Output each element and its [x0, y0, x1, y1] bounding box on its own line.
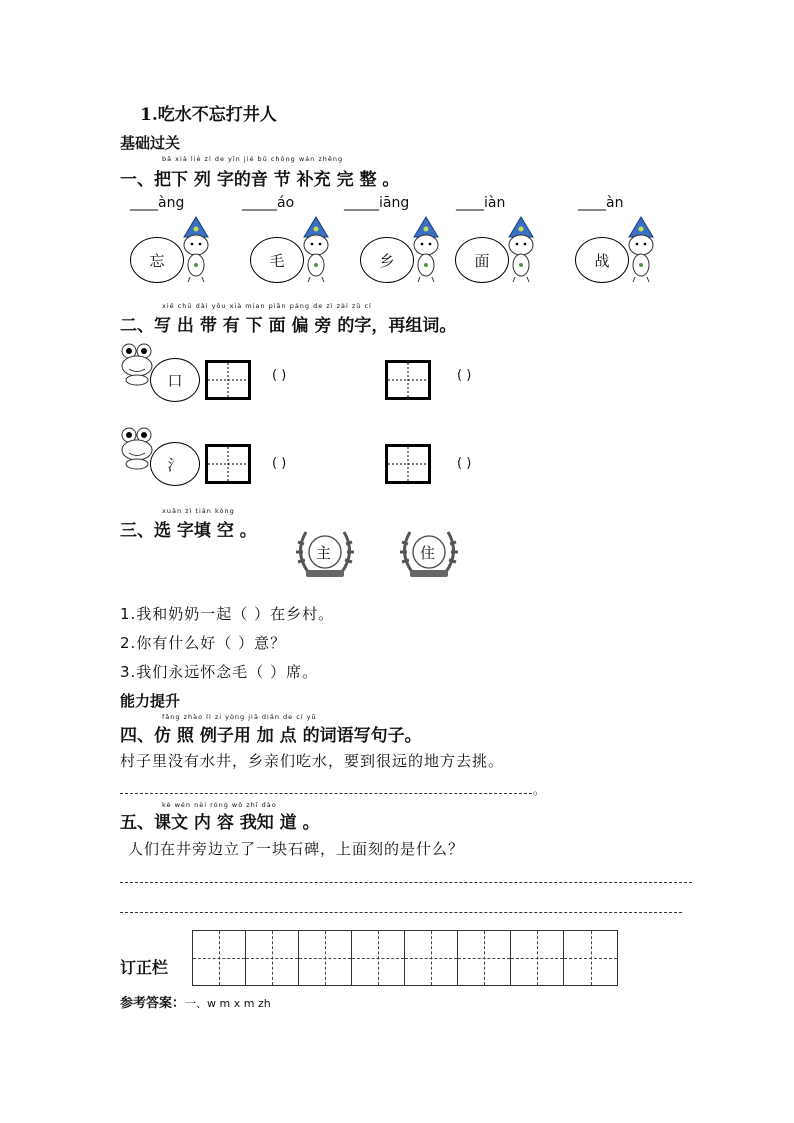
q1-blank-3[interactable]: _____iāng: [344, 195, 410, 211]
q3-pinyin: xuǎn zì tián kòng: [162, 507, 235, 515]
q2-word-blank-1[interactable]: ( ): [272, 368, 287, 383]
q1-blank-4[interactable]: ____iàn: [456, 195, 506, 211]
section-basic: 基础过关: [120, 134, 181, 152]
q2-tian-box-1[interactable]: [205, 360, 251, 404]
q1-char: 面: [474, 251, 490, 270]
correction-cell[interactable]: [352, 931, 405, 985]
tian-grid-icon: [205, 444, 251, 484]
q1-char-oval: [130, 237, 184, 283]
q2-word-blank-3[interactable]: ( ): [272, 456, 287, 471]
q2-word-blank-4[interactable]: ( ): [457, 456, 472, 471]
q1-card-2: [250, 215, 330, 285]
q1-blank-5[interactable]: ____àn: [578, 195, 624, 211]
cat-mascot-icon: [503, 215, 539, 283]
page-title: 1.吃水不忘打井人: [140, 105, 277, 125]
q1-char-oval: [455, 237, 509, 283]
q1-heading: 一、把下 列 字的音 节 补充 完 整 。: [120, 170, 400, 190]
correction-cell[interactable]: [193, 931, 246, 985]
correction-cell[interactable]: [511, 931, 564, 985]
q3-option-badge-2: [396, 524, 462, 580]
q5-answer-line-2[interactable]: [120, 912, 682, 913]
answer-key-label: 参考答案：: [120, 996, 186, 1011]
q3-heading: 三、选 字填 空 。: [120, 521, 257, 541]
q1-card-3: [360, 215, 440, 285]
cat-mascot-icon: [178, 215, 214, 283]
correction-cell[interactable]: [564, 931, 617, 985]
q1-blank-2[interactable]: _____áo: [242, 195, 295, 211]
q1-card-5: [575, 215, 655, 285]
answer-key: [120, 992, 271, 1011]
q2-heading: 二、写 出 带 有 下 面 偏 旁 的字，再组词。: [120, 316, 457, 336]
q5-answer-line-1[interactable]: [120, 882, 692, 883]
tian-grid-icon: [385, 444, 431, 484]
q3-option-badge-1: [292, 524, 358, 580]
correction-cell[interactable]: [246, 931, 299, 985]
q2-radical: 口: [167, 371, 183, 390]
correction-cell[interactable]: [458, 931, 511, 985]
q1-char-oval: [250, 237, 304, 283]
q4-end-mark: 。: [533, 783, 546, 797]
correction-grid[interactable]: [192, 930, 618, 986]
q2-tian-box-3[interactable]: [205, 444, 251, 488]
q2-tian-box-4[interactable]: [385, 444, 431, 488]
q1-char-oval: [360, 237, 414, 283]
q5-question: 人们在井旁边立了一块石碑，上面刻的是什么？: [128, 840, 465, 858]
q2-radical-oval-1: [150, 358, 200, 402]
q1-char: 毛: [269, 251, 285, 270]
q1-card-1: [130, 215, 210, 285]
q2-radical: 氵: [167, 455, 183, 474]
q3-sentence-2: 2.你有什么好（ ）意？: [120, 634, 287, 652]
q2-radical-oval-2: [150, 442, 200, 486]
q3-option: 主: [316, 544, 332, 562]
q3-sentence-1: 1.我和奶奶一起（ ）在乡村。: [120, 605, 335, 623]
q4-heading: 四、仿 照 例子用 加 点 的词语写句子。: [120, 726, 422, 746]
q1-char: 忘: [149, 251, 165, 270]
cat-mascot-icon: [298, 215, 334, 283]
q4-example: 村子里没有水井，乡亲们吃水，要到很远的地方去挑。: [120, 752, 505, 770]
q2-tian-box-2[interactable]: [385, 360, 431, 404]
tian-grid-icon: [205, 360, 251, 400]
q2-pinyin: xiě chū dài yǒu xià mian piān páng de zì zài zǔ cí: [162, 302, 372, 310]
q1-char: 乡: [379, 251, 395, 270]
cat-mascot-icon: [408, 215, 444, 283]
q5-pinyin: kè wén nèi róng wǒ zhī dào: [162, 801, 277, 809]
q4-pinyin: fǎng zhào lì zi yòng jiā diǎn de cí yǔ: [162, 713, 317, 721]
correction-label: 订正栏: [120, 958, 169, 977]
correction-cell[interactable]: [405, 931, 458, 985]
q3-sentence-3: 3.我们永远怀念毛（ ）席。: [120, 663, 319, 681]
q3-option: 住: [420, 544, 436, 562]
tian-grid-icon: [385, 360, 431, 400]
correction-cell[interactable]: [299, 931, 352, 985]
answer-key-text: 一、w m x m zh: [185, 997, 271, 1010]
cat-mascot-icon: [623, 215, 659, 283]
q4-answer-line[interactable]: [120, 793, 532, 794]
q5-heading: 五、课文 内 容 我知 道 。: [120, 813, 320, 833]
q2-word-blank-2[interactable]: ( ): [457, 368, 472, 383]
q1-pinyin: bǎ xià liè zì de yīn jié bǔ chōng wán zhěng: [162, 155, 344, 163]
section-advanced: 能力提升: [120, 692, 181, 710]
q1-blank-1[interactable]: ____àng: [130, 195, 185, 211]
q1-card-4: [455, 215, 535, 285]
q1-char: 战: [594, 251, 610, 270]
q1-char-oval: [575, 237, 629, 283]
